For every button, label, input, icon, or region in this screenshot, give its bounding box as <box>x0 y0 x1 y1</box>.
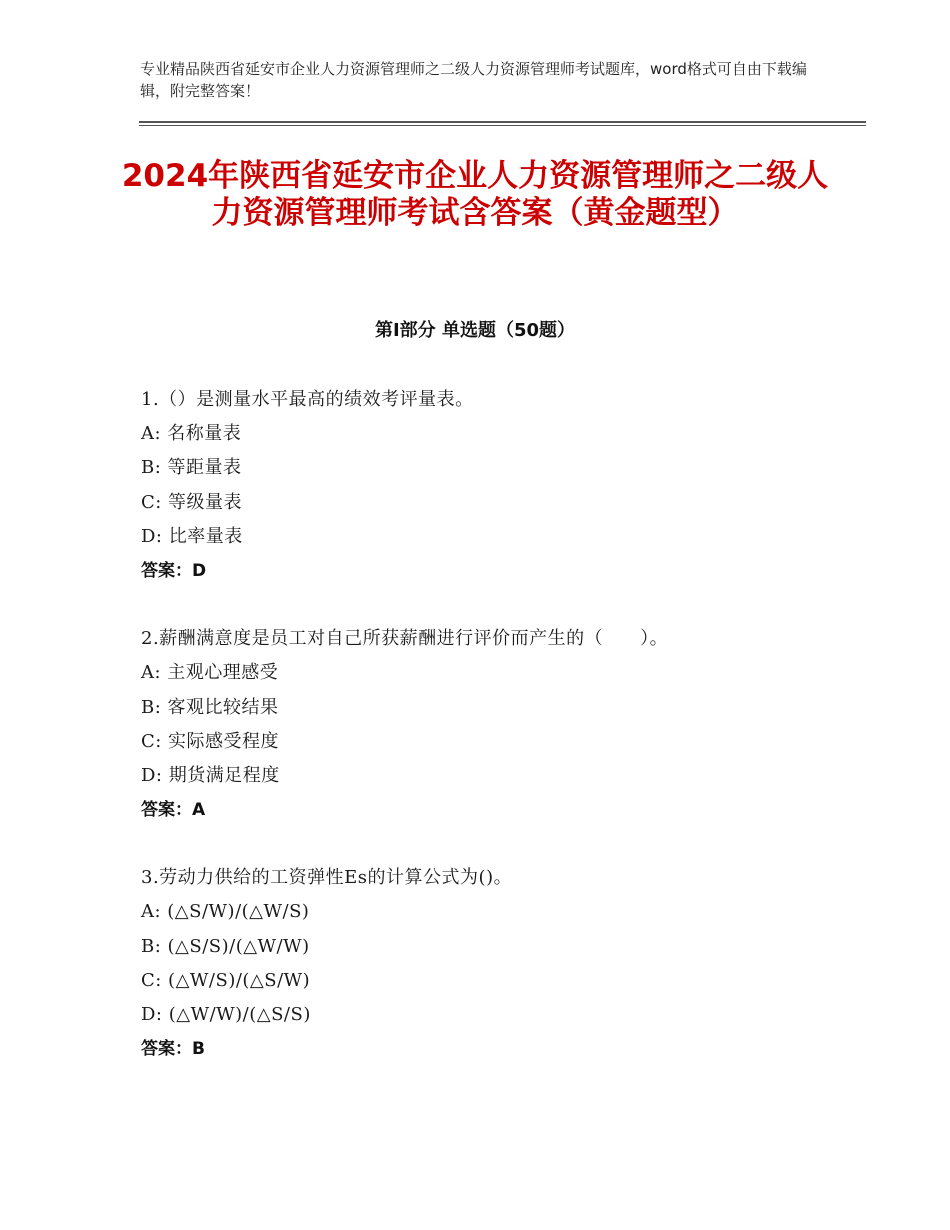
option-d: D: 比率量表 <box>141 525 243 547</box>
option-b: B: (△S/S)/(△W/W) <box>141 935 310 957</box>
option-a: A: 主观心理感受 <box>141 662 279 684</box>
answer-label: 答案：B <box>141 1039 205 1060</box>
option-b: B: 等距量表 <box>141 457 242 479</box>
answer-label: 答案：A <box>141 800 206 821</box>
header-note: 专业精品陕西省延安市企业人力资源管理师之二级人力资源管理师考试题库，word格式可自由下载编辑，附完整答案！ <box>140 60 807 100</box>
question-3 <box>141 861 861 1066</box>
question-stem: 2.薪酬满意度是员工对自己所获薪酬进行评价而产生的（ ）。 <box>141 628 669 650</box>
option-d: D: (△W/W)/(△S/S) <box>141 1004 311 1025</box>
document-title: 2024年陕西省延安市企业人力资源管理师之二级人力资源管理师考试含答案（黄金题型） <box>121 158 829 231</box>
question-1 <box>141 383 861 588</box>
option-b: B: 客观比较结果 <box>141 696 279 718</box>
option-c: C: 实际感受程度 <box>141 730 280 752</box>
question-2 <box>141 622 861 827</box>
option-d: D: 期货满足程度 <box>141 764 280 786</box>
answer-label: 答案：D <box>141 560 207 581</box>
option-c: C: (△W/S)/(△S/W) <box>141 969 311 991</box>
question-stem: 3.劳动力供给的工资弹性Es的计算公式为()。 <box>141 867 513 889</box>
question-stem: 1.（）是测量水平最高的绩效考评量表。 <box>141 389 474 410</box>
question-list <box>141 383 861 1100</box>
option-a: A: 名称量表 <box>141 423 242 445</box>
option-c: C: 等级量表 <box>141 491 243 513</box>
option-a: A: (△S/W)/(△W/S) <box>141 901 310 923</box>
header-divider <box>139 121 866 126</box>
section-heading: 第Ⅰ部分 单选题（50题） <box>374 320 575 341</box>
